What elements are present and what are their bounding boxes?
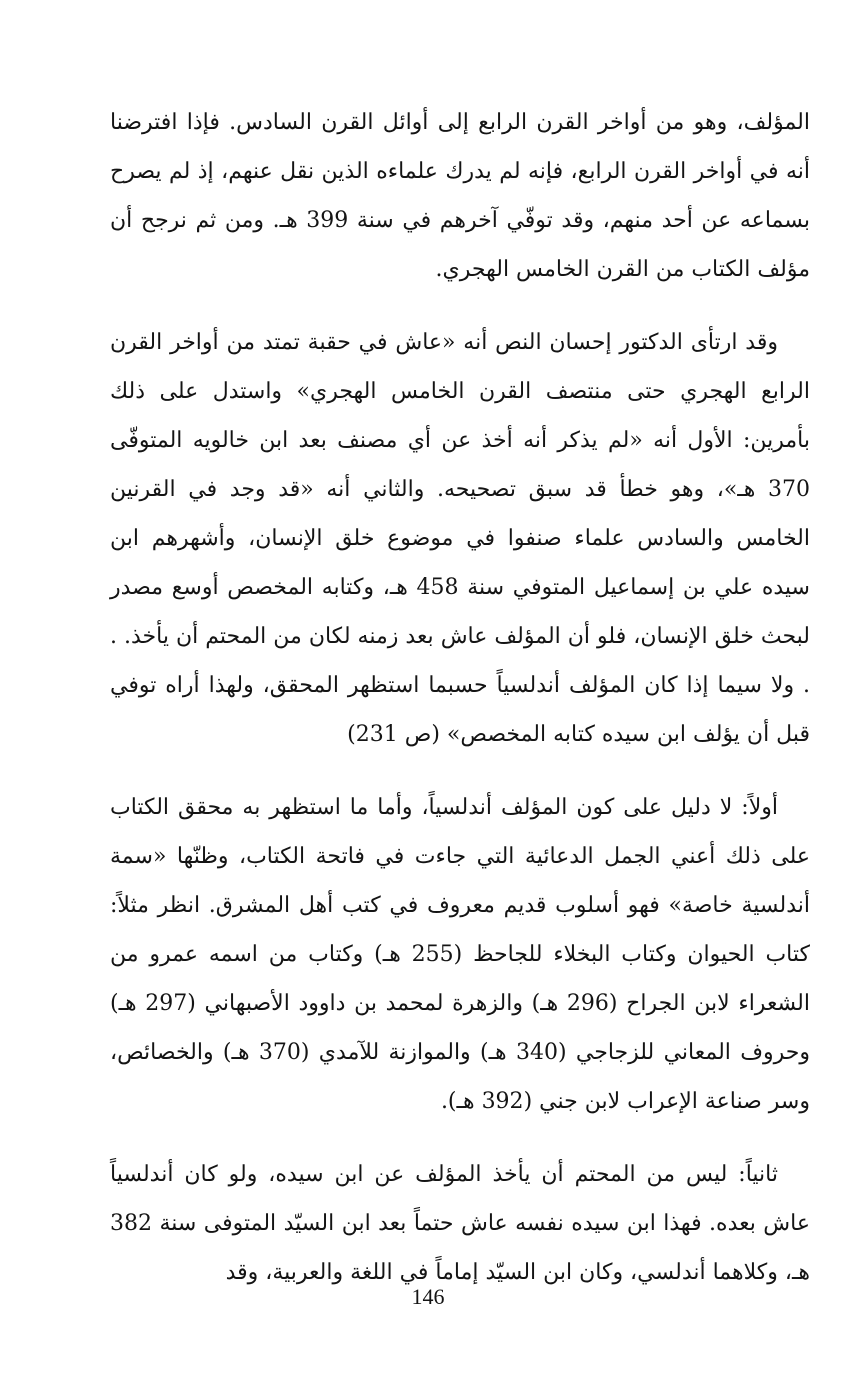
body-text — [110, 98, 810, 1321]
paragraph-4: ثانياً: ليس من المحتم أن يأخذ المؤلف عن ابن سيده، ولو كان أندلسياً عاش بعده. فهذا ابن سيده نفسه عاش حتماً بعد ابن السيّد المتوفى سنة 382 هـ، وكلاهما أندلسي، وكان ابن السيّد إماماً في اللغة والعربية، وقد — [110, 1162, 810, 1285]
paragraph-1: المؤلف، وهو من أواخر القرن الرابع إلى أوائل القرن السادس. فإذا افترضنا أنه في أواخر القرن الرابع، فإنه لم يدرك علماءه الذين نقل عنهم، إذ لم يصرح بسماعه عن أحد منهم، وقد توفّي آخرهم في سنة 399 هـ. ومن ثم نرجح أن مؤلف الكتاب من القرن الخامس الهجري. — [110, 110, 810, 282]
page-number: 146 — [411, 1284, 445, 1309]
paragraph-2: وقد ارتأى الدكتور إحسان النص أنه «عاش في حقبة تمتد من أواخر القرن الرابع الهجري حتى منتصف القرن الخامس الهجري» واستدل على ذلك بأمرين: الأول أنه «لم يذكر أنه أخذ عن أي مصنف بعد ابن خالويه المتوفّى 370 هـ»، وهو خطأ قد سبق تصحيحه. والثاني أنه «قد وجد في القرنين الخامس والسادس علماء صنفوا في موضوع خلق الإنسان، وأشهرهم ابن سيده علي بن إسماعيل المتوفي سنة 458 هـ، وكتابه المخصص أوسع مصدر لبحث خلق الإنسان، فلو أن المؤلف عاش بعد زمنه لكان من المحتم أن يأخذ. . . ولا سيما إذا كان المؤلف أندلسياً حسبما استظهر المحقق، ولهذا أراه توفي قبل أن يؤلف ابن سيده كتابه المخصص» (ص 231) — [110, 330, 810, 747]
paragraph-3: أولاً: لا دليل على كون المؤلف أندلسياً، وأما ما استظهر به محقق الكتاب على ذلك أعني الجمل الدعائية التي جاءت في فاتحة الكتاب، وظنّها «سمة أندلسية خاصة» فهو أسلوب قديم معروف في كتب أهل المشرق. انظر مثلاً: كتاب الحيوان وكتاب البخلاء للجاحظ (255 هـ) وكتاب من اسمه عمرو من الشعراء لابن الجراح (296 هـ) والزهرة لمحمد بن داوود الأصبهاني (297 هـ) وحروف المعاني للزجاجي (340 هـ) والموازنة للآمدي (370 هـ) والخصائص، وسر صناعة الإعراب لابن جني (392 هـ). — [110, 795, 811, 1114]
